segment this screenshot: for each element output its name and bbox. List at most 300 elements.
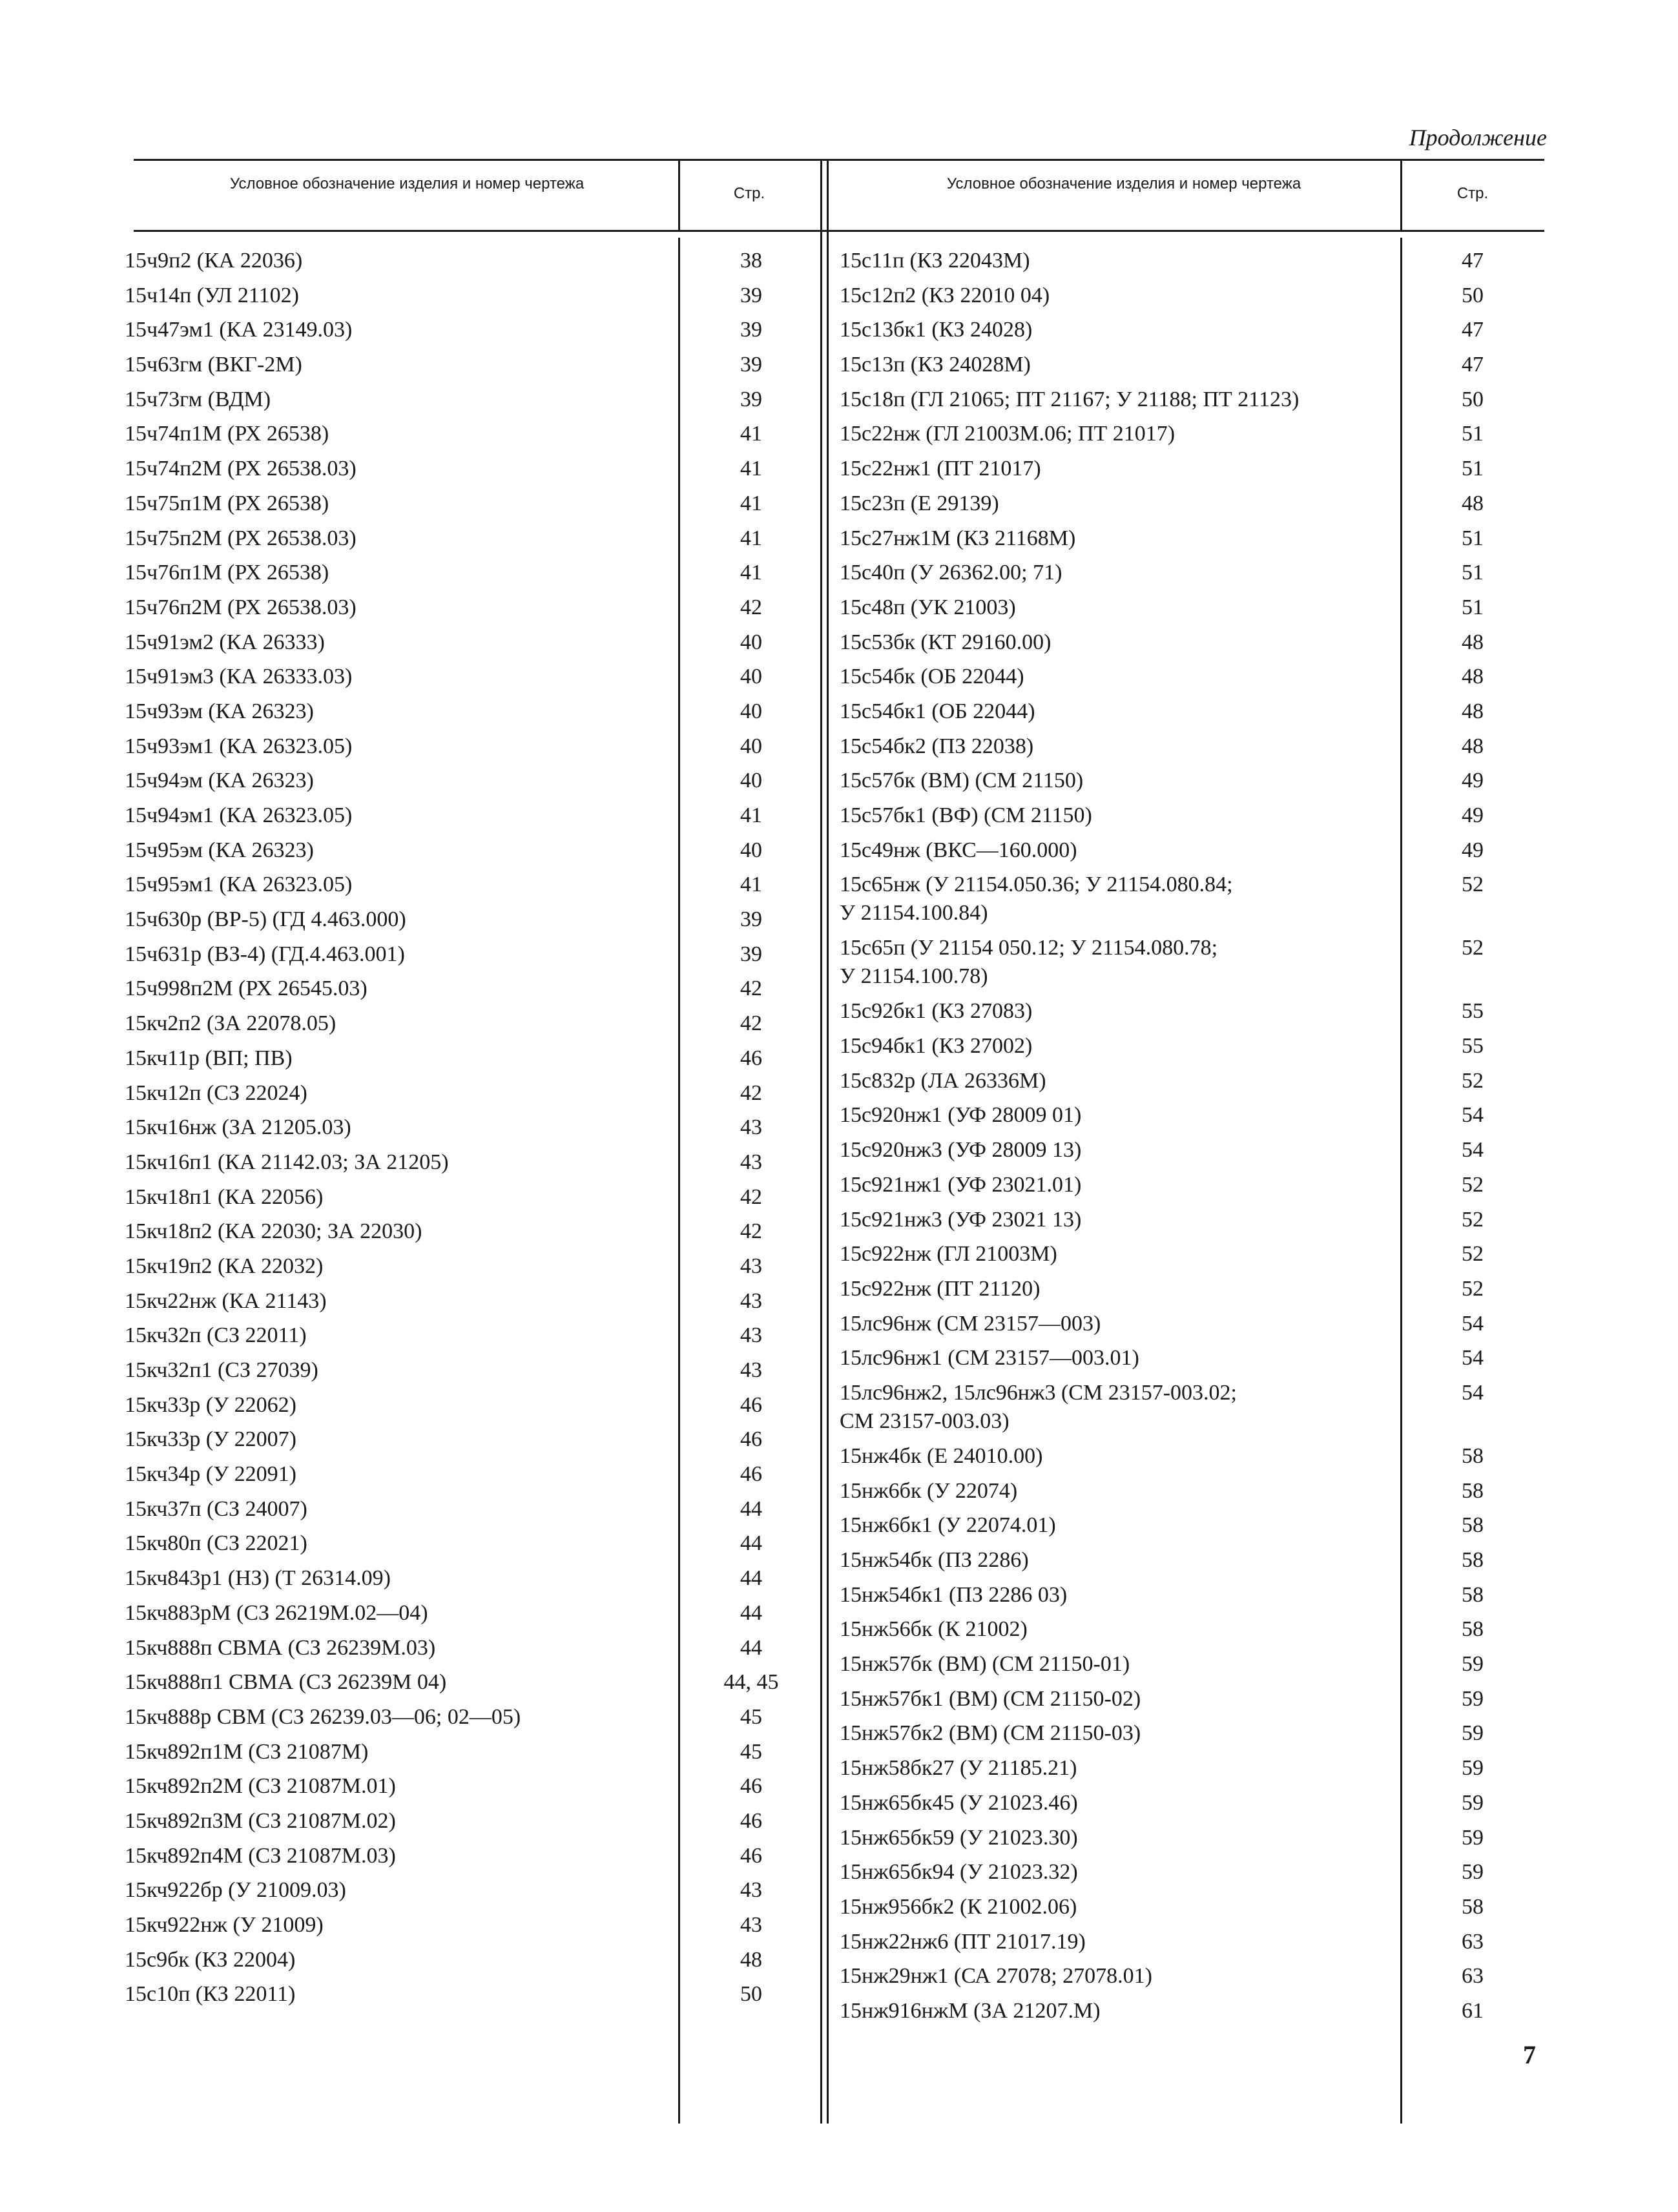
table-row: [840, 1650, 1537, 1685]
table-row: [125, 1287, 816, 1322]
item-page: 42: [740, 1080, 762, 1105]
item-designation: 15ч91эм2 (КА 26333): [125, 630, 325, 654]
table-row: [840, 1581, 1537, 1616]
item-page: 40: [740, 838, 762, 862]
item-designation: 15кч19п2 (КА 22032): [125, 1254, 324, 1278]
item-page: 63: [1462, 1964, 1484, 1989]
item-page: 52: [1462, 873, 1484, 897]
center-divider-a: [820, 160, 822, 2124]
item-page: 51: [1462, 526, 1484, 550]
item-page: 41: [740, 803, 762, 827]
table-row: [840, 698, 1537, 732]
left-column: [125, 247, 816, 2015]
item-designation: 15кч33р (У 22007): [125, 1427, 297, 1452]
item-page: 54: [1462, 1138, 1484, 1163]
item-designation: 15кч892п4М (СЗ 21087М.03): [125, 1843, 396, 1868]
item-page: 39: [740, 353, 762, 377]
table-row: [840, 1824, 1537, 1859]
item-designation: 15нж65бк45 (У 21023.46): [840, 1790, 1078, 1815]
item-page: 39: [740, 907, 762, 932]
item-designation: 15нж57бк2 (ВМ) (СМ 21150-03): [840, 1721, 1141, 1746]
item-designation: 15кч843р1 (НЗ) (Т 26314.09): [125, 1566, 391, 1591]
item-designation: 15нж6бк (У 22074): [840, 1478, 1018, 1503]
item-designation: 15кч32п (СЗ 22011): [125, 1323, 307, 1348]
item-designation: 15с94бк1 (КЗ 27002): [840, 1034, 1033, 1059]
table-row: [840, 1858, 1537, 1893]
table-row: [840, 1962, 1537, 1997]
item-page: 46: [740, 1462, 762, 1487]
table-row: [125, 1391, 816, 1426]
item-page: 41: [740, 561, 762, 585]
item-designation: 15ч9п2 (КА 22036): [125, 249, 303, 273]
table-row: [125, 1738, 816, 1773]
item-page: 47: [1462, 249, 1484, 273]
table-row: [840, 1997, 1537, 2032]
item-designation: 15нж57бк (ВМ) (СМ 21150-01): [840, 1652, 1130, 1677]
item-page: 42: [740, 1219, 762, 1244]
item-page: 43: [740, 1288, 762, 1313]
item-page: 54: [1462, 1380, 1484, 1405]
item-designation: 15с9бк (КЗ 22004): [125, 1947, 296, 1972]
item-designation: 15нж956бк2 (К 21002.06): [840, 1894, 1077, 1919]
item-designation: 15с57бк1 (ВФ) (СМ 21150): [840, 803, 1092, 827]
table-row: [840, 1101, 1537, 1136]
item-designation: 15кч32п1 (СЗ 27039): [125, 1358, 318, 1382]
table-row: [125, 1460, 816, 1495]
table-row: [125, 524, 816, 559]
table-row: [125, 1044, 816, 1079]
item-designation: 15кч2п2 (ЗА 22078.05): [125, 1011, 337, 1036]
item-designation: 15кч892п1М (СЗ 21087М): [125, 1739, 369, 1764]
item-page: 45: [740, 1739, 762, 1764]
item-designation: 15с10п (КЗ 22011): [125, 1982, 296, 2007]
item-page: 43: [740, 1323, 762, 1348]
item-designation: 15кч37п (СЗ 24007): [125, 1496, 307, 1521]
item-designation: 15кч80п (СЗ 22021): [125, 1531, 307, 1556]
item-page: 50: [1462, 283, 1484, 307]
item-page: 48: [1462, 734, 1484, 758]
table-row: [125, 1183, 816, 1218]
col1-header: Условное обозначение изделия и номер чертежа: [229, 175, 585, 192]
item-designation: 15с65нж (У 21154.050.36; У 21154.080.84; У 21154.100.84): [840, 873, 1233, 925]
item-designation: 15кч11р (ВП; ПВ): [125, 1046, 293, 1070]
table-row: [840, 1789, 1537, 1824]
table-row: [840, 1206, 1537, 1241]
table-row: [125, 698, 816, 732]
item-page: 40: [740, 630, 762, 654]
item-page: 42: [740, 1011, 762, 1036]
table-row: [125, 940, 816, 975]
item-designation: 15нж6бк1 (У 22074.01): [840, 1513, 1056, 1538]
table-row: [125, 351, 816, 386]
item-designation: 15кч18п2 (КА 22030; ЗА 22030): [125, 1219, 422, 1244]
table-row: [125, 1842, 816, 1877]
item-designation: 15с920нж1 (УФ 28009 01): [840, 1103, 1082, 1128]
item-page: 59: [1462, 1790, 1484, 1815]
table-row: [125, 1564, 816, 1599]
right-column: [840, 247, 1537, 2032]
item-page: 51: [1462, 561, 1484, 585]
item-page: 47: [1462, 353, 1484, 377]
item-designation: 15ч94эм (КА 26323): [125, 769, 314, 793]
continuation-label: Продолжение: [1409, 125, 1547, 150]
table-row: [125, 767, 816, 801]
table-row: [840, 1511, 1537, 1546]
table-row: [125, 1113, 816, 1148]
item-designation: 15ч631р (ВЗ-4) (ГД.4.463.001): [125, 942, 405, 966]
table-row: [125, 836, 816, 871]
item-designation: 15кч22нж (КА 21143): [125, 1288, 327, 1313]
item-page: 58: [1462, 1548, 1484, 1572]
table-row: [125, 1772, 816, 1807]
table-row: [125, 1668, 816, 1703]
item-designation: 15ч998п2М (РХ 26545.03): [125, 977, 368, 1001]
item-page: 39: [740, 283, 762, 307]
item-designation: 15с922нж (ПТ 21120): [840, 1276, 1041, 1301]
table-row: [840, 420, 1537, 455]
item-page: 54: [1462, 1103, 1484, 1128]
item-designation: 15нж916нжМ (ЗА 21207.М): [840, 1998, 1101, 2023]
item-page: 63: [1462, 1929, 1484, 1954]
item-page: 58: [1462, 1894, 1484, 1919]
item-page: 49: [1462, 803, 1484, 827]
item-designation: 15с53бк (КТ 29160.00): [840, 630, 1051, 654]
item-designation: 15нж4бк (Е 24010.00): [840, 1443, 1043, 1468]
table-row: [840, 490, 1537, 524]
item-page: 47: [1462, 318, 1484, 342]
item-designation: 15кч922бр (У 21009.03): [125, 1878, 346, 1903]
table-row: [840, 663, 1537, 698]
top-rule: [134, 159, 1544, 161]
item-designation: 15ч76п1М (РХ 26538): [125, 561, 329, 585]
item-designation: 15нж57бк1 (ВМ) (СМ 21150-02): [840, 1686, 1141, 1711]
item-designation: 15ч75п1М (РХ 26538): [125, 491, 329, 515]
item-page: 44: [740, 1600, 762, 1625]
item-designation: 15ч74п2М (РХ 26538.03): [125, 457, 357, 481]
item-page: 48: [1462, 491, 1484, 515]
table-row: [840, 1171, 1537, 1206]
item-designation: 15ч73гм (ВДМ): [125, 387, 271, 411]
item-designation: 15с18п (ГЛ 21065; ПТ 21167; У 21188; ПТ 21123): [840, 387, 1300, 411]
item-designation: 15нж29нж1 (СА 27078; 27078.01): [840, 1964, 1153, 1989]
table-row: [125, 801, 816, 836]
table-row: [125, 247, 816, 282]
item-designation: 15ч14п (УЛ 21102): [125, 283, 299, 307]
item-page: 43: [740, 1913, 762, 1937]
item-page: 46: [740, 1774, 762, 1799]
item-designation: 15кч892п3М (СЗ 21087М.02): [125, 1808, 396, 1833]
table-row: [125, 871, 816, 905]
item-designation: 15нж56бк (К 21002): [840, 1617, 1028, 1642]
table-row: [125, 663, 816, 698]
item-page: 39: [740, 942, 762, 966]
item-designation: 15ч74п1М (РХ 26538): [125, 422, 329, 446]
item-designation: 15нж22нж6 (ПТ 21017.19): [840, 1929, 1086, 1954]
item-page: 50: [740, 1982, 762, 2007]
item-page: 51: [1462, 595, 1484, 619]
item-page: 54: [1462, 1311, 1484, 1336]
item-designation: 15ч63гм (ВКГ-2М): [125, 353, 302, 377]
item-designation: 15кч12п (СЗ 22024): [125, 1080, 307, 1105]
table-row: [840, 997, 1537, 1032]
item-designation: 15с22нж (ГЛ 21003М.06; ПТ 21017): [840, 422, 1176, 446]
table-row: [125, 1980, 816, 2015]
item-page: 44: [740, 1566, 762, 1591]
item-page: 48: [740, 1947, 762, 1972]
item-page: 58: [1462, 1478, 1484, 1503]
item-page: 45: [740, 1704, 762, 1729]
item-designation: 15с54бк2 (ПЗ 22038): [840, 734, 1034, 758]
table-row: [840, 934, 1537, 997]
table-row: [840, 386, 1537, 420]
item-designation: 15с57бк (ВМ) (СМ 21150): [840, 769, 1084, 793]
table-row: [125, 1703, 816, 1738]
item-page: 46: [740, 1808, 762, 1833]
item-designation: 15с23п (Е 29139): [840, 491, 999, 515]
item-designation: 15ч94эм1 (КА 26323.05): [125, 803, 353, 827]
item-designation: 15ч76п2М (РХ 26538.03): [125, 595, 357, 619]
table-row: [125, 975, 816, 1009]
item-page: 52: [1462, 1276, 1484, 1301]
item-designation: 15нж65бк59 (У 21023.30): [840, 1825, 1078, 1850]
table-row: [125, 1876, 816, 1911]
item-page: 48: [1462, 699, 1484, 723]
item-designation: 15с40п (У 26362.00; 71): [840, 561, 1062, 585]
item-page: 58: [1462, 1582, 1484, 1607]
item-page: 38: [740, 249, 762, 273]
item-page: 49: [1462, 838, 1484, 862]
table-row: [840, 1275, 1537, 1310]
table-row: [840, 1477, 1537, 1512]
item-page: 43: [740, 1254, 762, 1278]
table-row: [125, 628, 816, 663]
header-bottom-rule: [134, 230, 1544, 232]
item-page: 48: [1462, 630, 1484, 654]
item-page: 46: [740, 1427, 762, 1452]
table-row: [840, 1240, 1537, 1275]
item-designation: 15с920нж3 (УФ 28009 13): [840, 1138, 1082, 1163]
item-designation: 15ч93эм (КА 26323): [125, 699, 314, 723]
item-page: 40: [740, 769, 762, 793]
item-page: 54: [1462, 1346, 1484, 1370]
table-row: [125, 1807, 816, 1842]
item-designation: 15кч888п1 СВМА (СЗ 26239М 04): [125, 1670, 447, 1695]
item-designation: 15с13бк1 (КЗ 24028): [840, 318, 1033, 342]
item-page: 46: [740, 1046, 762, 1070]
item-designation: 15кч883рМ (СЗ 26219М.02—04): [125, 1600, 428, 1625]
col1-page-header: Стр.: [733, 185, 765, 202]
item-page: 49: [1462, 769, 1484, 793]
header-divider-1: [678, 160, 680, 230]
table-row: [840, 1379, 1537, 1442]
item-designation: 15с92бк1 (КЗ 27083): [840, 999, 1033, 1024]
table-row: [840, 732, 1537, 767]
table-row: [840, 1685, 1537, 1720]
item-page: 52: [1462, 936, 1484, 960]
item-page: 59: [1462, 1825, 1484, 1850]
item-page: 39: [740, 387, 762, 411]
item-page: 42: [740, 595, 762, 619]
table-row: [125, 316, 816, 351]
table-row: [125, 490, 816, 524]
item-designation: 15с49нж (ВКС—160.000): [840, 838, 1077, 862]
table-row: [840, 282, 1537, 316]
item-page: 51: [1462, 457, 1484, 481]
table-row: [125, 1009, 816, 1044]
item-designation: 15с12п2 (КЗ 22010 04): [840, 283, 1050, 307]
item-designation: 15кч18п1 (КА 22056): [125, 1184, 324, 1209]
item-designation: 15лс96нж1 (СМ 23157—003.01): [840, 1346, 1139, 1370]
item-page: 59: [1462, 1756, 1484, 1781]
table-row: [125, 1252, 816, 1287]
col2-page-header: Стр.: [1456, 185, 1489, 202]
table-row: [840, 524, 1537, 559]
table-row: [840, 1310, 1537, 1345]
table-row: [125, 1148, 816, 1183]
table-row: [125, 905, 816, 940]
item-page: 40: [740, 734, 762, 758]
table-row: [125, 1217, 816, 1252]
item-designation: 15с832р (ЛА 26336М): [840, 1068, 1046, 1093]
table-row: [840, 1719, 1537, 1754]
table-row: [125, 386, 816, 420]
item-page: 44: [740, 1635, 762, 1660]
item-designation: 15кч16нж (ЗА 21205.03): [125, 1115, 351, 1140]
item-page: 39: [740, 318, 762, 342]
table-row: [840, 316, 1537, 351]
item-page: 42: [740, 1184, 762, 1209]
table-row: [125, 1599, 816, 1634]
item-page: 52: [1462, 1242, 1484, 1266]
item-designation: 15лс96нж2, 15лс96нж3 (СМ 23157-003.02; СМ 23157-003.03): [840, 1380, 1237, 1433]
item-designation: 15с65п (У 21154 050.12; У 21154.080.78; У 21154.100.78): [840, 936, 1218, 989]
table-row: [840, 767, 1537, 801]
table-row: [125, 1495, 816, 1530]
item-page: 55: [1462, 999, 1484, 1024]
table-row: [125, 1425, 816, 1460]
item-page: 59: [1462, 1652, 1484, 1677]
item-designation: 15кч888р СВМ (СЗ 26239.03—06; 02—05): [125, 1704, 521, 1729]
item-page: 58: [1462, 1443, 1484, 1468]
item-designation: 15нж58бк27 (У 21185.21): [840, 1756, 1077, 1781]
item-designation: 15нж54бк (ПЗ 2286): [840, 1548, 1029, 1572]
table-row: [840, 1928, 1537, 1963]
item-designation: 15ч91эм3 (КА 26333.03): [125, 665, 353, 689]
table-row: [125, 420, 816, 455]
item-page: 43: [740, 1358, 762, 1382]
table-row: [840, 836, 1537, 871]
table-row: [840, 455, 1537, 490]
table-row: [840, 1442, 1537, 1477]
table-row: [840, 559, 1537, 594]
table-row: [125, 1321, 816, 1356]
item-designation: 15нж54бк1 (ПЗ 2286 03): [840, 1582, 1068, 1607]
table-row: [840, 1546, 1537, 1581]
table-row: [840, 351, 1537, 386]
item-designation: 15с11п (КЗ 22043М): [840, 249, 1030, 273]
table-row: [840, 1344, 1537, 1379]
item-page: 44: [740, 1531, 762, 1556]
table-row: [840, 1754, 1537, 1789]
item-page: 58: [1462, 1617, 1484, 1642]
table-row: [840, 1067, 1537, 1102]
table-row: [840, 871, 1537, 934]
page-number: 7: [1523, 2040, 1536, 2069]
item-page: 44: [740, 1496, 762, 1521]
item-designation: 15ч75п2М (РХ 26538.03): [125, 526, 357, 550]
item-page: 61: [1462, 1998, 1484, 2023]
item-designation: 15кч922нж (У 21009): [125, 1913, 324, 1937]
item-designation: 15с48п (УК 21003): [840, 595, 1016, 619]
table-row: [125, 1529, 816, 1564]
table-row: [840, 1893, 1537, 1928]
item-page: 51: [1462, 422, 1484, 446]
item-designation: 15кч16п1 (КА 21142.03; ЗА 21205): [125, 1150, 449, 1174]
item-page: 52: [1462, 1207, 1484, 1232]
header-divider-2: [1400, 160, 1402, 230]
item-page: 43: [740, 1878, 762, 1903]
item-page: 59: [1462, 1721, 1484, 1746]
item-page: 41: [740, 457, 762, 481]
item-designation: 15ч95эм (КА 26323): [125, 838, 314, 862]
item-designation: 15с27нж1М (КЗ 21168М): [840, 526, 1076, 550]
item-designation: 15ч630р (ВР-5) (ГД 4.463.000): [125, 907, 406, 932]
table-row: [125, 1911, 816, 1946]
item-designation: 15нж65бк94 (У 21023.32): [840, 1860, 1078, 1885]
item-page: 44, 45: [723, 1670, 779, 1695]
table-row: [125, 282, 816, 316]
item-designation: 15кч34р (У 22091): [125, 1462, 297, 1487]
table-row: [840, 1615, 1537, 1650]
item-page: 41: [740, 873, 762, 897]
table-row: [125, 1634, 816, 1669]
table-row: [840, 247, 1537, 282]
item-page: 40: [740, 699, 762, 723]
item-designation: 15с922нж (ГЛ 21003М): [840, 1242, 1057, 1266]
item-page: 43: [740, 1150, 762, 1174]
item-designation: 15с921нж3 (УФ 23021 13): [840, 1207, 1082, 1232]
item-page: 48: [1462, 665, 1484, 689]
item-page: 59: [1462, 1686, 1484, 1711]
item-designation: 15кч33р (У 22062): [125, 1392, 297, 1417]
table-row: [840, 628, 1537, 663]
item-page: 50: [1462, 387, 1484, 411]
table-row: [125, 732, 816, 767]
item-designation: 15кч892п2М (СЗ 21087М.01): [125, 1774, 396, 1799]
item-designation: 15с13п (КЗ 24028М): [840, 353, 1031, 377]
item-designation: 15с54бк (ОБ 22044): [840, 665, 1024, 689]
item-designation: 15с921нж1 (УФ 23021.01): [840, 1172, 1082, 1197]
table-row: [125, 559, 816, 594]
item-page: 40: [740, 665, 762, 689]
col2-header: Условное обозначение изделия и номер чертежа: [946, 175, 1301, 192]
item-page: 41: [740, 422, 762, 446]
item-page: 52: [1462, 1172, 1484, 1197]
table-row: [125, 1946, 816, 1981]
center-divider-b: [827, 160, 829, 2124]
table-row: [840, 594, 1537, 628]
item-page: 46: [740, 1392, 762, 1417]
item-page: 41: [740, 491, 762, 515]
table-row: [125, 594, 816, 628]
item-page: 41: [740, 526, 762, 550]
item-designation: 15ч47эм1 (КА 23149.03): [125, 318, 353, 342]
table-row: [125, 1079, 816, 1114]
item-designation: 15с22нж1 (ПТ 21017): [840, 457, 1041, 481]
item-designation: 15ч93эм1 (КА 26323.05): [125, 734, 353, 758]
item-designation: 15кч888п СВМА (СЗ 26239М.03): [125, 1635, 436, 1660]
table-row: [840, 1136, 1537, 1171]
